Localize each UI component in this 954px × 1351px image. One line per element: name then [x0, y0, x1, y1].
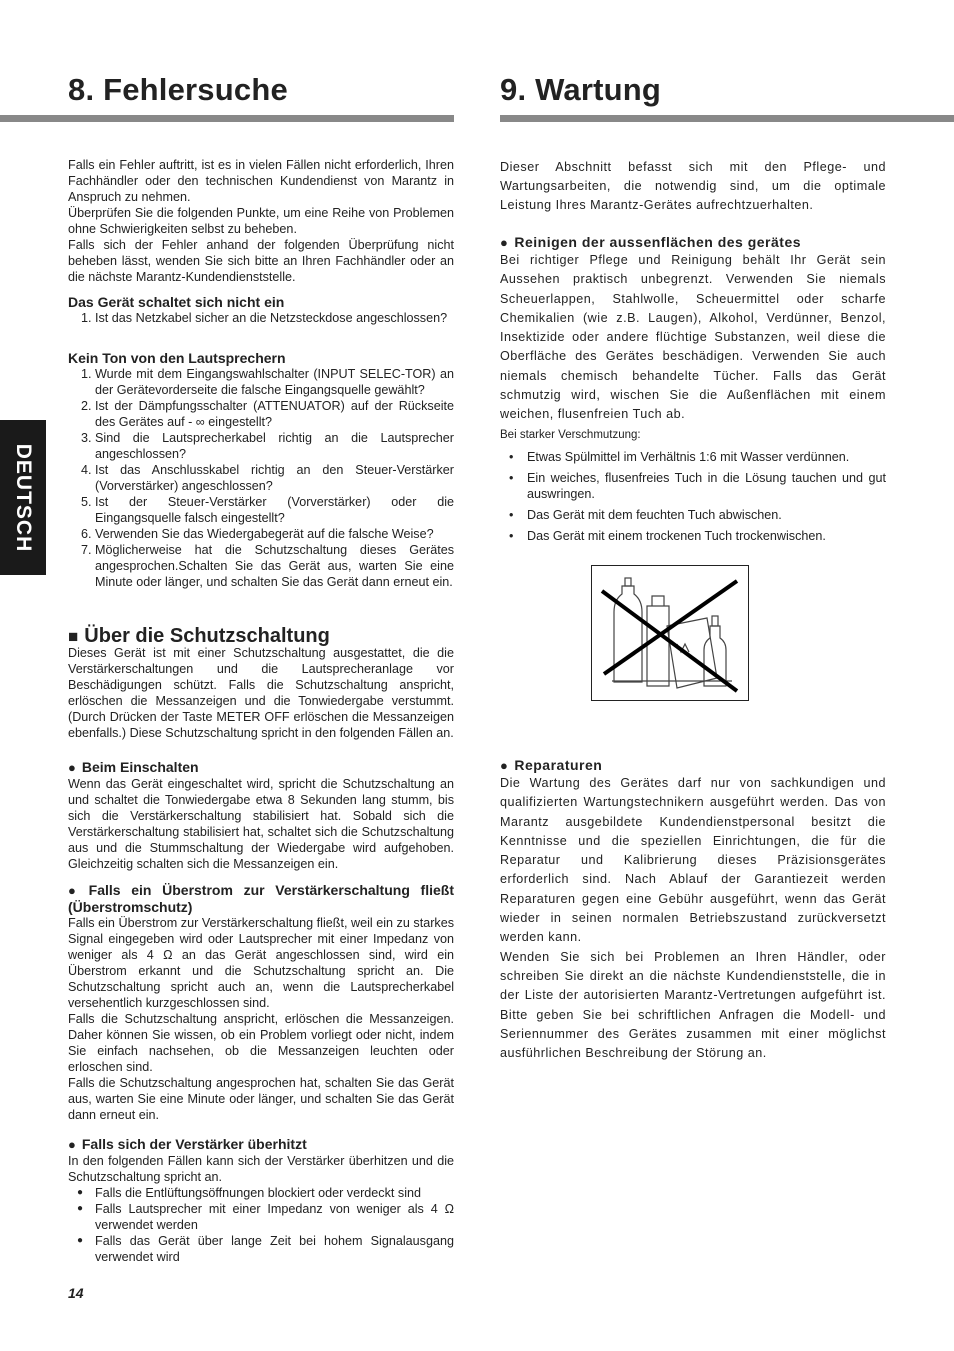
cleaning-text: Bei richtiger Pflege und Reinigung behält Ihr Gerät sein Aussehen praktisch unbegrenzt. Verwenden Sie niemals Scheuerlappen, Stahlwolle, Scheuermittel oder scharfe Chemikalien (wie z.B. Laugen), Alkohol, Verdünner, Benzol, Insektizide oder andere flüchtige Substanzen, weil diese die Oberfläche des Gerätes beschädigen. Verwenden Sie auch niemals chemisch behandelte Tücher. Falls das Gerät schmutzig wird, wischen Sie die Außenflächen mit einem weichen, flusenfreien Tuch ab. [500, 253, 886, 422]
overcurrent-text: Falls die Schutzschaltung anspricht, erlöschen die Messanzeigen. Daher können Sie wissen, ob ein Problem vorliegt oder nicht, indem Sie einfach nachsehen, ob die Messanzeigen leuchten oder erloschen sind. [68, 1012, 454, 1074]
list-item: 5. Ist der Steuer-Verstärker (Vorverstärker) oder die Eingangsquelle falsch eingestellt? [95, 494, 454, 526]
no-sound-heading: Kein Ton von den Lautsprechern [68, 350, 286, 366]
repairs-text: Die Wartung des Gerätes darf nur von sachkundigen und qualifizierten Wartungstechnikern ausgeführt werden. Das von Marantz ausgebildete Kundendienstpersonal besitzt die Kenntnisse und die speziellen Einrichtungen, die für die Reparatur und Kalibrierung dieses Präzisionsgerätes erforderlich sind. Nach Ablauf der Garantiezeit werden Reparaturen gegen eine Gebühr ausgeführt, wenn das Gerät wieder in seinen normalen Betriebszustand zurückversetzt werden kann. [500, 776, 886, 945]
title-rule [500, 115, 954, 122]
list-item: 7. Möglicherweise hat die Schutzschaltung dieses Gerätes angesprochen.Schalten Sie das Gerät aus, warten Sie eine Minute oder länger, und schalten Sie das Gerät dann erneut ein. [95, 542, 454, 590]
list-item: • Das Gerät mit dem feuchten Tuch abwischen. [527, 507, 886, 523]
overcurrent-section [68, 882, 454, 1123]
language-tab [0, 420, 46, 575]
language-tab-label: DEUTSCH [12, 443, 35, 552]
list-item: • Etwas Spülmittel im Verhältnis 1:6 mit Wasser verdünnen. [527, 449, 886, 465]
list-item: 2. Ist der Dämpfungsschalter (ATTENUATOR) auf der Rückseite des Gerätes auf - ∞ eingestellt? [95, 398, 454, 430]
overcurrent-text: Falls die Schutzschaltung angesprochen hat, schalten Sie das Gerät aus, warten Sie eine Minute oder länger, und schalten Sie das Gerät dann erneut ein. [68, 1076, 454, 1122]
crossed-chemicals-icon [592, 566, 747, 699]
cleaning-section [500, 234, 886, 549]
list-item: • Das Gerät mit einem trockenen Tuch trockenwischen. [527, 528, 886, 544]
list-item: 1. Ist das Netzkabel sicher an die Netzsteckdose angeschlossen? [95, 310, 454, 326]
page-number: 14 [68, 1285, 84, 1301]
maintenance-title: 9. Wartung [500, 72, 662, 107]
list-item: ● Falls Lautsprecher mit einer Impedanz von weniger als 4 Ω verwendet werden [95, 1201, 454, 1233]
overheat-text: In den folgenden Fällen kann sich der Verstärker überhitzen und die Schutzschaltung spricht an. [68, 1154, 454, 1184]
repairs-section [500, 757, 886, 1063]
no-chemicals-illustration [591, 565, 749, 701]
list-item: ● Falls das Gerät über lange Zeit bei hohem Signalausgang verwendet wird [95, 1233, 454, 1265]
troubleshooting-intro [68, 157, 454, 285]
protection-heading: ■ Über die Schutzschaltung [68, 628, 454, 645]
power-on-text: Wenn das Gerät eingeschaltet wird, spricht die Schutzschaltung an und schaltet die Tonwiedergabe etwa 8 Sekunden lang stumm, bis sich die Verstärkerschaltung stabilisiert hat. Sobald sich die Verstärkerschaltung stabilisiert hat, schaltet sich die Schutzschaltung aus und die Stummschaltung der Wiedergabe wird aufgehoben. Gleichzeitig schalten sich die Messanzeigen ein. [68, 777, 454, 871]
list-item: 3. Sind die Lautsprecherkabel richtig an die Lautsprecher angeschlossen? [95, 430, 454, 462]
intro-paragraph: Falls sich der Fehler anhand der folgenden Überprüfung nicht beheben lässt, wenden Sie sich bitte an Ihren Fachhändler oder an die nächste Marantz-Kundendienststelle. [68, 238, 454, 284]
intro-paragraph: Dieser Abschnitt befasst sich mit den Pflege- und Wartungsarbeiten, die notwendig sind, um die optimale Leistung Ihres Marantz-Gerätes aufrechtzuerhalten. [500, 160, 886, 212]
intro-paragraph: Überprüfen Sie die folgenden Punkte, um eine Reihe von Problemen ohne Schwierigkeiten selbst zu beheben. [68, 206, 454, 236]
intro-paragraph: Falls ein Fehler auftritt, ist es in vielen Fällen nicht erforderlich, Ihren Fachhändler oder den technischen Kundendienst von Marantz in Anspruch zu nehmen. [68, 158, 454, 204]
overcurrent-heading: ● Falls ein Überstrom zur Verstärkerschaltung fließt (Überstromschutz) [68, 882, 454, 915]
dirty-label: Bei starker Verschmutzung: [500, 428, 641, 441]
protection-text: Dieses Gerät ist mit einer Schutzschaltung ausgestattet, die die Verstärkerschaltungen und die Lautsprecheranlage vor Beschädigungen schützt. Falls die Schutzschaltung anspricht, erlöschen die Messanzeigen und die Tonwiedergabe verstummt. (Durch Drücken der Taste METER OFF erlöschen die Messanzeigen ebenfalls.) Diese Schutzschaltung spricht in den folgenden Fällen an. [68, 646, 454, 740]
title-rule [0, 115, 454, 122]
overheat-heading: ● Falls sich der Verstärker überhitzt [68, 1136, 454, 1153]
maintenance-intro [500, 158, 886, 215]
list-item: 4. Ist das Anschlusskabel richtig an den Steuer-Verstärker (Vorverstärker) angeschlossen? [95, 462, 454, 494]
no-power-section [68, 294, 454, 326]
list-item: 6. Verwenden Sie das Wiedergabegerät auf die falsche Weise? [95, 526, 454, 542]
list-item: • Ein weiches, flusenfreies Tuch in die Lösung tauchen und gut auswringen. [527, 470, 886, 502]
list-item: ● Falls die Entlüftungsöffnungen blockiert oder verdeckt sind [95, 1185, 454, 1201]
repairs-text: Wenden Sie sich bei Problemen an Ihren Händler, oder schreiben Sie direkt an die nächste Kundendienststelle, die in der Liste der autorisierten Marantz-Vertretungen aufgeführt ist. Bitte geben Sie bei schriftlichen Anfragen die Modell- und Seriennummer des Gerätes zusammen mit einer möglichst ausführlichen Beschreibung der Störung an. [500, 949, 886, 1061]
overcurrent-text: Falls ein Überstrom zur Verstärkerschaltung fließt, weil ein zu starkes Signal eingegeben wird oder Lautsprecher mit einer Impedanz von weniger als 4 Ω an das Gerät angeschlossen sind, wird ein Überstrom erkannt und die Schutzschaltung spricht an. Die Schutzschaltung spricht auch an, wenn die Lautsprecherkabel versehentlich kurzgeschlossen sind. [68, 916, 454, 1010]
list-item: 1. Wurde mit dem Eingangswahlschalter (INPUT SELEC-TOR) an der Gerätevorderseite die falsche Eingangsquelle gewählt? [95, 366, 454, 398]
power-on-heading: ● Beim Einschalten [68, 759, 454, 776]
no-sound-section [68, 350, 454, 590]
cleaning-heading: ● Reinigen der aussenflächen des gerätes [500, 234, 886, 251]
power-on-section [68, 759, 454, 872]
troubleshooting-title: 8. Fehlersuche [68, 72, 288, 107]
no-power-heading: Das Gerät schaltet sich nicht ein [68, 294, 285, 310]
repairs-heading: ● Reparaturen [500, 757, 886, 774]
overheat-section [68, 1136, 454, 1265]
protection-section [68, 625, 454, 741]
